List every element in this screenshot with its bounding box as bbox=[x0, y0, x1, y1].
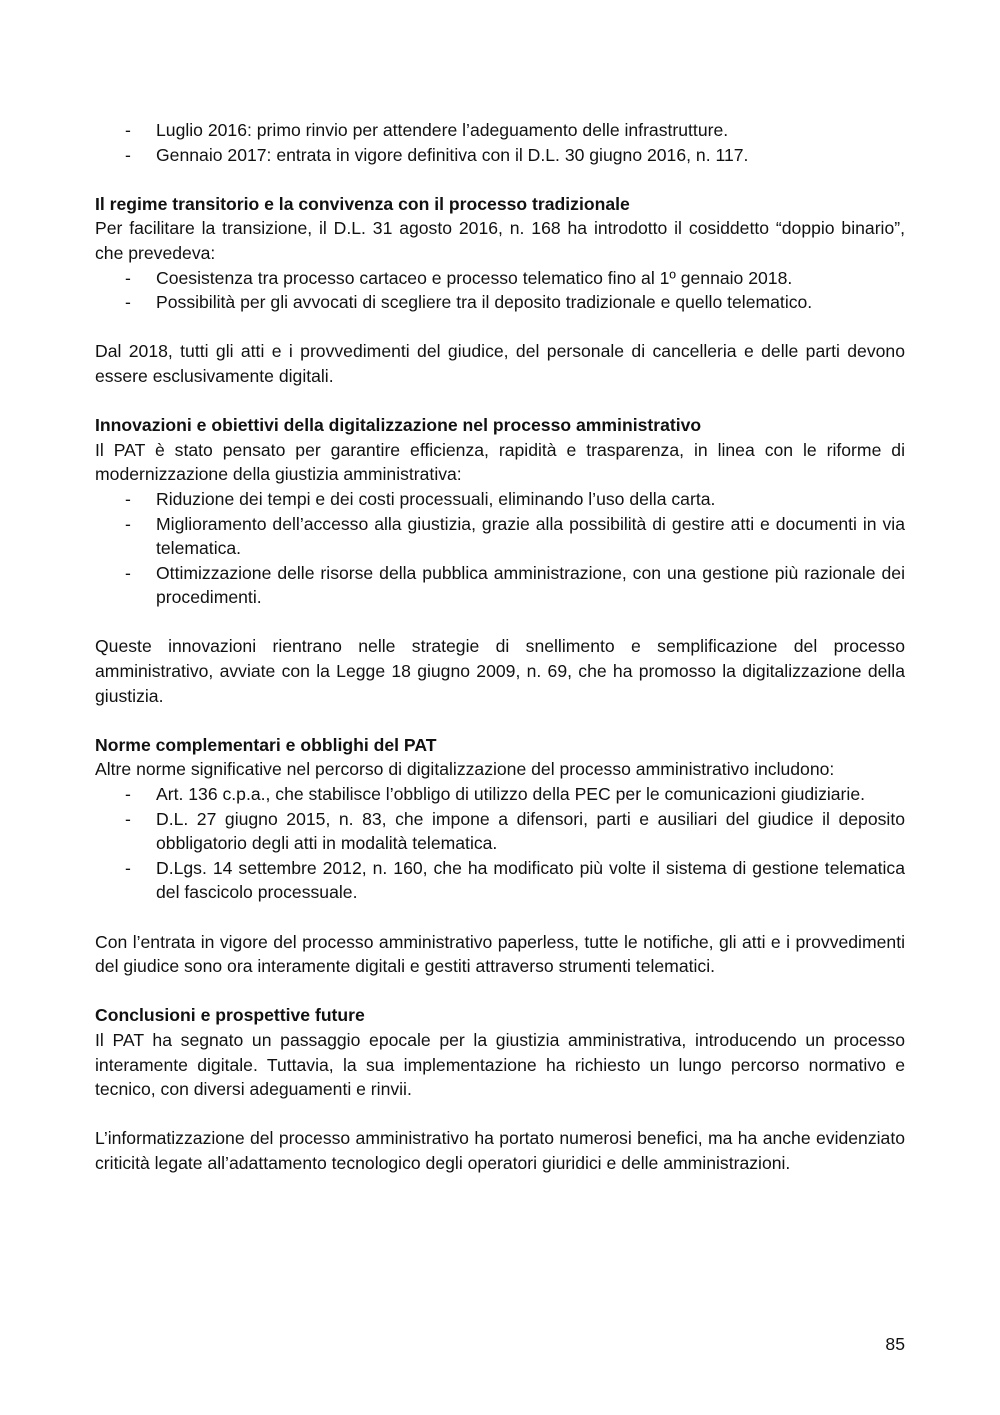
list-item: - Gennaio 2017: entrata in vigore definitiva con il D.L. 30 giugno 2016, n. 117. bbox=[95, 143, 905, 168]
list-item: - Riduzione dei tempi e dei costi processuali, eliminando l’uso della carta. bbox=[95, 487, 905, 512]
list-marker: - bbox=[125, 488, 131, 509]
section-heading-conclusioni: Conclusioni e prospettive future bbox=[95, 1005, 365, 1026]
intro-list bbox=[95, 118, 905, 167]
list-marker: - bbox=[125, 292, 131, 313]
section-list bbox=[95, 266, 905, 315]
section-paragraph: Altre norme significative nel percorso di digitalizzazione del processo amministrativo includono: bbox=[95, 759, 835, 780]
list-item: - Miglioramento dell’accesso alla giustizia, grazie alla possibilità di gestire atti e documenti in via telematica. bbox=[125, 513, 905, 559]
section-paragraph: Il PAT è stato pensato per garantire efficienza, rapidità e trasparenza, in linea con le riforme di modernizzazione della giustizia amministrativa: bbox=[95, 439, 905, 485]
list-item: - D.Lgs. 14 settembre 2012, n. 160, che ha modificato più volte il sistema di gestione telematica del fascicolo processuale. bbox=[125, 857, 905, 903]
list-item: - Coesistenza tra processo cartaceo e processo telematico fino al 1º gennaio 2018. bbox=[95, 266, 905, 291]
section-heading-regime-transitorio: Il regime transitorio e la convivenza con il processo tradizionale bbox=[95, 193, 630, 214]
section-heading-innovazioni: Innovazioni e obiettivi della digitalizzazione nel processo amministrativo bbox=[95, 415, 702, 436]
list-item: - Luglio 2016: primo rinvio per attendere l’adeguamento delle infrastrutture. bbox=[95, 118, 905, 143]
list-marker: - bbox=[125, 784, 131, 805]
section-paragraph: L’informatizzazione del processo amministrativo ha portato numerosi benefici, ma ha anche evidenziato criticità legate all’adattamento tecnologico degli operatori giuridici e delle amministrazioni. bbox=[95, 1128, 905, 1173]
list-item: - D.L. 27 giugno 2015, n. 83, che impone a difensori, parti e ausiliari del giudice il deposito obbligatorio degli atti in modalità telematica. bbox=[125, 808, 905, 854]
section-paragraph: Per facilitare la transizione, il D.L. 31 agosto 2016, n. 168 ha introdotto il cosiddetto “doppio binario”, che prevedeva: bbox=[95, 218, 905, 263]
section-list bbox=[95, 487, 905, 610]
list-marker: - bbox=[125, 562, 131, 583]
document-page bbox=[95, 118, 905, 1176]
page-number: 85 bbox=[885, 1334, 905, 1354]
section-paragraph: Dal 2018, tutti gli atti e i provvedimenti del giudice, del personale di cancelleria e delle parti devono essere esclusivamente digitali. bbox=[95, 341, 905, 386]
section-paragraph: Il PAT ha segnato un passaggio epocale per la giustizia amministrativa, introducendo un processo interamente digitale. Tuttavia, la sua implementazione ha richiesto un lungo percorso normativo e tecnico, con diversi adeguamenti e rinvii. bbox=[95, 1029, 905, 1100]
section-heading-norme-complementari: Norme complementari e obblighi del PAT bbox=[95, 734, 437, 755]
list-item: - Possibilità per gli avvocati di scegliere tra il deposito tradizionale e quello telematico. bbox=[95, 290, 905, 315]
section-list bbox=[95, 782, 905, 905]
section-paragraph: Con l’entrata in vigore del processo amministrativo paperless, tutte le notifiche, gli atti e i provvedimenti del giudice sono ora interamente digitali e gestiti attraverso strumenti telematici. bbox=[95, 931, 905, 977]
list-marker: - bbox=[125, 513, 131, 534]
list-item: - Ottimizzazione delle risorse della pubblica amministrazione, con una gestione più razionale dei procedimenti. bbox=[125, 562, 905, 608]
list-marker: - bbox=[125, 144, 131, 165]
section-paragraph: Queste innovazioni rientrano nelle strategie di snellimento e semplificazione del processo amministrativo, avviate con la Legge 18 giugno 2009, n. 69, che ha promosso la digitalizzazione della giustizia. bbox=[95, 636, 905, 706]
list-marker: - bbox=[125, 267, 131, 288]
list-marker: - bbox=[125, 857, 131, 878]
list-marker: - bbox=[125, 808, 131, 829]
list-item: - Art. 136 c.p.a., che stabilisce l’obbligo di utilizzo della PEC per le comunicazioni giudiziarie. bbox=[95, 782, 905, 807]
list-marker: - bbox=[125, 120, 131, 140]
